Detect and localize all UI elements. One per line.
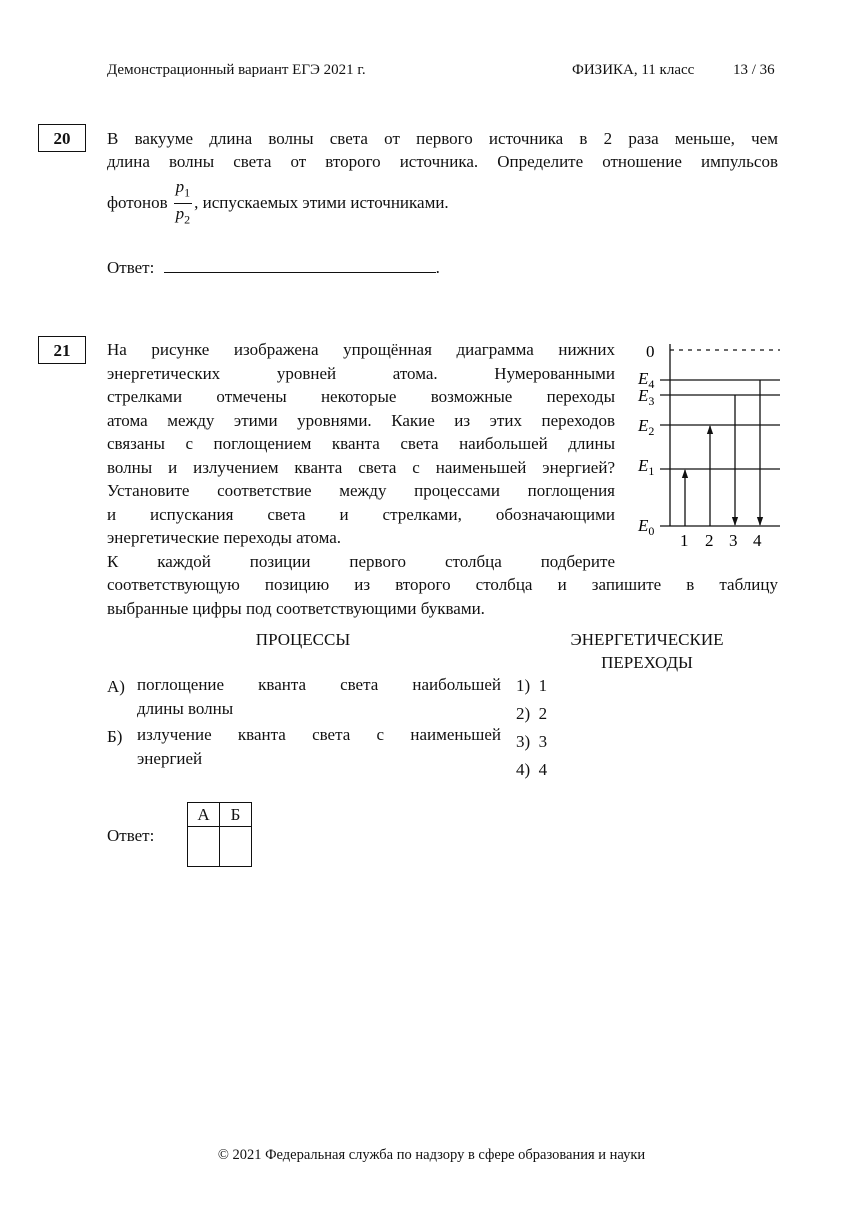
process-a-letter: А) (107, 677, 125, 696)
transition-arrow-1-label: 1 (680, 531, 689, 550)
q21-answer-table (187, 802, 252, 867)
transitions-header-line-1: ЭНЕРГЕТИЧЕСКИЕ (570, 630, 724, 649)
q21-line: К каждой позиции первого столбца подберите (107, 551, 615, 571)
transitions-column-header (542, 628, 752, 674)
fraction-denominator: $p_2$ (175, 203, 191, 226)
answer-cell-b[interactable] (220, 827, 252, 867)
q20-line-1: В вакууме длина волны света от первого источника в 2 раза меньше, чем (107, 129, 778, 148)
q20-line-3 (107, 177, 449, 229)
q21-line: волны и излучением кванта света с наименьшей энергией? (107, 457, 615, 477)
header-left: Демонстрационный вариант ЕГЭ 2021 г. (107, 62, 366, 78)
answer-table-header-b: Б (220, 803, 252, 827)
transition-arrow-4-label: 4 (753, 531, 762, 550)
q21-line: соответствующую позицию из второго столбца и запишите в таблицу (107, 575, 778, 594)
q20-line-2: длина волны света от второго источника. Определите отношение импульсов (107, 152, 778, 171)
process-a-line-2: длины волны (137, 698, 234, 718)
energy-level-e2-label: $E_2$ (638, 416, 655, 438)
process-a (137, 673, 501, 720)
transition-option-1: 1) 1 (516, 676, 548, 695)
q20-answer-label: Ответ: (107, 258, 155, 277)
energy-level-e4-label: $E_4$ (638, 369, 655, 391)
q20-photons-word: фотонов (107, 193, 168, 213)
q21-line: и испускания света и стрелками, обозначающими (107, 504, 615, 524)
process-b (137, 723, 501, 770)
process-b-line-1: излучение кванта света с наименьшей (137, 725, 501, 744)
transitions-header-line-2: ПЕРЕХОДЫ (601, 653, 693, 672)
q21-line: стрелками отмечены некоторые возможные переходы (107, 387, 615, 406)
energy-level-e0-label: $E_0$ (638, 516, 655, 538)
energy-level-e1-label: $E_1$ (638, 456, 655, 478)
transition-option-4: 4) 4 (516, 760, 548, 779)
q21-line: атома между этими уровнями. Какие из этих переходов (107, 410, 615, 430)
energy-level-zero-label: 0 (646, 342, 655, 361)
footer-copyright: © 2021 Федеральная служба по надзору в сфере образования и науки (217, 1147, 646, 1163)
answer-cell-a[interactable] (188, 827, 220, 867)
energy-level-e3-label: $E_3$ (638, 386, 655, 408)
q20-line-3-end: , испускаемых этими источниками. (194, 193, 449, 213)
process-b-line-2: энергией (137, 748, 203, 768)
transition-option-3: 3) 3 (516, 732, 548, 751)
energy-level-diagram (630, 336, 785, 551)
q21-line: Установите соответствие между процессами поглощения (107, 481, 615, 500)
q21-line: связаны с поглощением кванта света наибольшей длины (107, 434, 615, 453)
q21-text-wide (107, 573, 778, 620)
answer-table-header-a: А (188, 803, 220, 827)
q20-answer-blank[interactable] (164, 254, 436, 273)
transitions-list (516, 672, 576, 784)
processes-column-header: ПРОЦЕССЫ (255, 630, 351, 649)
process-b-letter: Б) (107, 727, 123, 746)
transition-arrow-3-label: 3 (729, 531, 738, 550)
transition-option-2: 2) 2 (516, 704, 548, 723)
header-page-number: 13 / 36 (733, 62, 775, 78)
fraction-numerator: $p_1$ (174, 177, 193, 203)
question-20-number: 20 (38, 124, 86, 152)
q21-line: выбранные цифры под соответствующими буквами. (107, 598, 485, 618)
transition-arrow-2-label: 2 (705, 531, 714, 550)
process-a-line-1: поглощение кванта света наибольшей (137, 675, 501, 694)
q21-text-narrow (107, 338, 615, 573)
q21-line: На рисунке изображена упрощённая диаграмма нижних (107, 340, 615, 359)
q20-answer-row (107, 254, 440, 280)
q21-answer-label: Ответ: (107, 826, 155, 845)
q21-line: энергетические переходы атома. (107, 528, 342, 547)
momentum-ratio-fraction (174, 177, 193, 229)
header-subject: ФИЗИКА, 11 класс (572, 62, 695, 78)
q20-answer-period: . (435, 258, 440, 277)
question-21-number: 21 (38, 336, 86, 364)
q21-line: энергетических уровней атома. Нумерованными (107, 363, 615, 383)
